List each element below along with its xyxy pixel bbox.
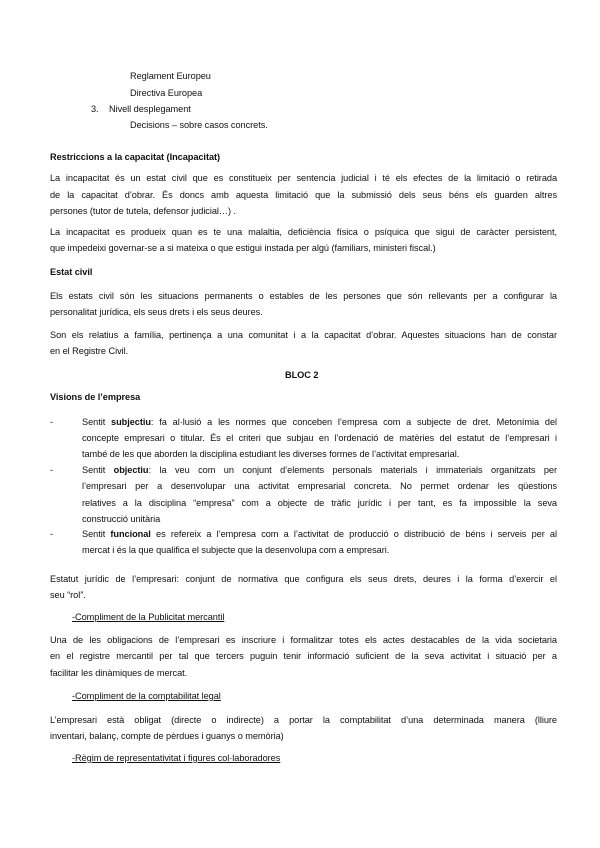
bullet-dash: - <box>50 465 54 475</box>
paragraph-line: Els estats civil són les situacions permanents o estables de les persones que són rellevants per a configurar la <box>50 291 557 301</box>
bullet-term: subjectiu <box>111 417 151 427</box>
list-item: Reglament Europeu <box>130 71 211 81</box>
bullet-dash: - <box>50 417 54 427</box>
bullet-text: : la veu com un conjunt d’elements personals materials i immaterials organitzats per <box>148 465 557 475</box>
bloc-heading: BLOC 2 <box>285 370 319 380</box>
bullet-term: funcional <box>110 529 151 539</box>
bullet-line: concepte empresari o titular. És el criteri que subjau en l’ordenació de matèries del estatut de l’empresari i <box>82 433 557 443</box>
paragraph-line: en el Registre Civil. <box>50 346 129 356</box>
bullet-line: també de les que aborden la disciplina estudiant les diverses formes de l’activitat empresarial. <box>82 449 460 459</box>
paragraph-line: facilitar les dinàmiques de mercat. <box>50 668 188 678</box>
paragraph-line: que impedeixi governar-se a si mateixa o que estigui instada per algú (familiars, ministeri fiscal.) <box>50 243 436 253</box>
bullet-line: construcció unitària <box>82 514 161 524</box>
subsection-heading: -Règim de representativitat i figures col·laboradores <box>72 753 281 763</box>
bullet-prefix: Sentit <box>82 417 112 427</box>
bullet-line <box>82 464 557 476</box>
list-number: 3. <box>91 104 99 114</box>
paragraph-line: La incapacitat és un estat civil que es constitueix per sentencia judicial i té els efectes de la limitació o retirada <box>50 173 557 183</box>
bullet-prefix: Sentit <box>82 465 114 475</box>
section-heading: Estat civil <box>50 267 93 277</box>
bullet-line: mercat i és la que qualifica el subjecte que la desenvolupa com a empresari. <box>82 545 390 555</box>
section-heading: Restriccions a la capacitat (Incapacitat) <box>50 152 221 162</box>
bullet-dash: - <box>50 529 54 539</box>
paragraph-line: Son els relatius a família, pertinença a una comunitat i a la capacitat d’obrar. Aquestes situacions han de constar <box>50 330 557 340</box>
paragraph-line: en el registre mercantil per tal que tercers puguin tenir informació suficient de la seva activitat i situació per a <box>50 651 557 661</box>
subsection-heading: -Compliment de la Publicitat mercantil <box>72 612 225 622</box>
section-heading: Visions de l’empresa <box>50 392 141 402</box>
bullet-line <box>82 416 557 428</box>
list-item: Directiva Europea <box>130 88 203 98</box>
paragraph-line: Estatut jurídic de l’empresari: conjunt de normativa que configura els seus drets, deures i la forma d’exercir el <box>50 574 557 584</box>
subsection-heading: -Compliment de la comptabilitat legal <box>72 691 221 701</box>
bullet-text: : fa al·lusió a les normes que conceben l’empresa com a subjecte de dret. Metonímia del <box>150 417 557 427</box>
bullet-line: l’empresari per a desenvolupar una activitat empresarial concreta. No permet ordenar les qüestions <box>82 481 557 491</box>
paragraph-line: persones (tutor de tutela, defensor judicial…) . <box>50 206 237 216</box>
paragraph-line: seu “rol”. <box>50 590 86 600</box>
paragraph-line: L’empresari està obligat (directe o indirecte) a portar la comptabilitat d’una determinada manera (lliure <box>50 715 557 725</box>
paragraph-line: Una de les obligacions de l’empresari es inscriure i formalitzar totes els actes destacables de la vida societaria <box>50 635 557 645</box>
bullet-prefix: Sentit <box>82 529 111 539</box>
paragraph-line: inventari, balanç, compte de pèrdues i guanys o memòria) <box>50 731 284 741</box>
list-item: Nivell desplegament <box>109 104 191 114</box>
list-item: Decisions – sobre casos concrets. <box>130 120 268 130</box>
bullet-line <box>82 528 557 540</box>
paragraph-line: personalitat jurídica, els seus drets i els seus deures. <box>50 307 263 317</box>
bullet-text: es refereix a l’empresa com a l’activitat de producció o distribució de béns i serveis per al <box>150 529 557 539</box>
paragraph-line: de la capacitat d’obrar. És doncs amb aquesta limitació que la submissió dels seus béns els guarden altres <box>50 190 557 200</box>
paragraph-line: La incapacitat es produeix quan es te una malaltia, deficiència física o psíquica que sigui de caràcter persistent, <box>50 227 557 237</box>
bullet-line: relatives a la disciplina “empresa” com a objecte de tràfic jurídic i per tant, es fa impossible la seva <box>82 498 557 508</box>
bullet-term: objectiu <box>113 465 149 475</box>
